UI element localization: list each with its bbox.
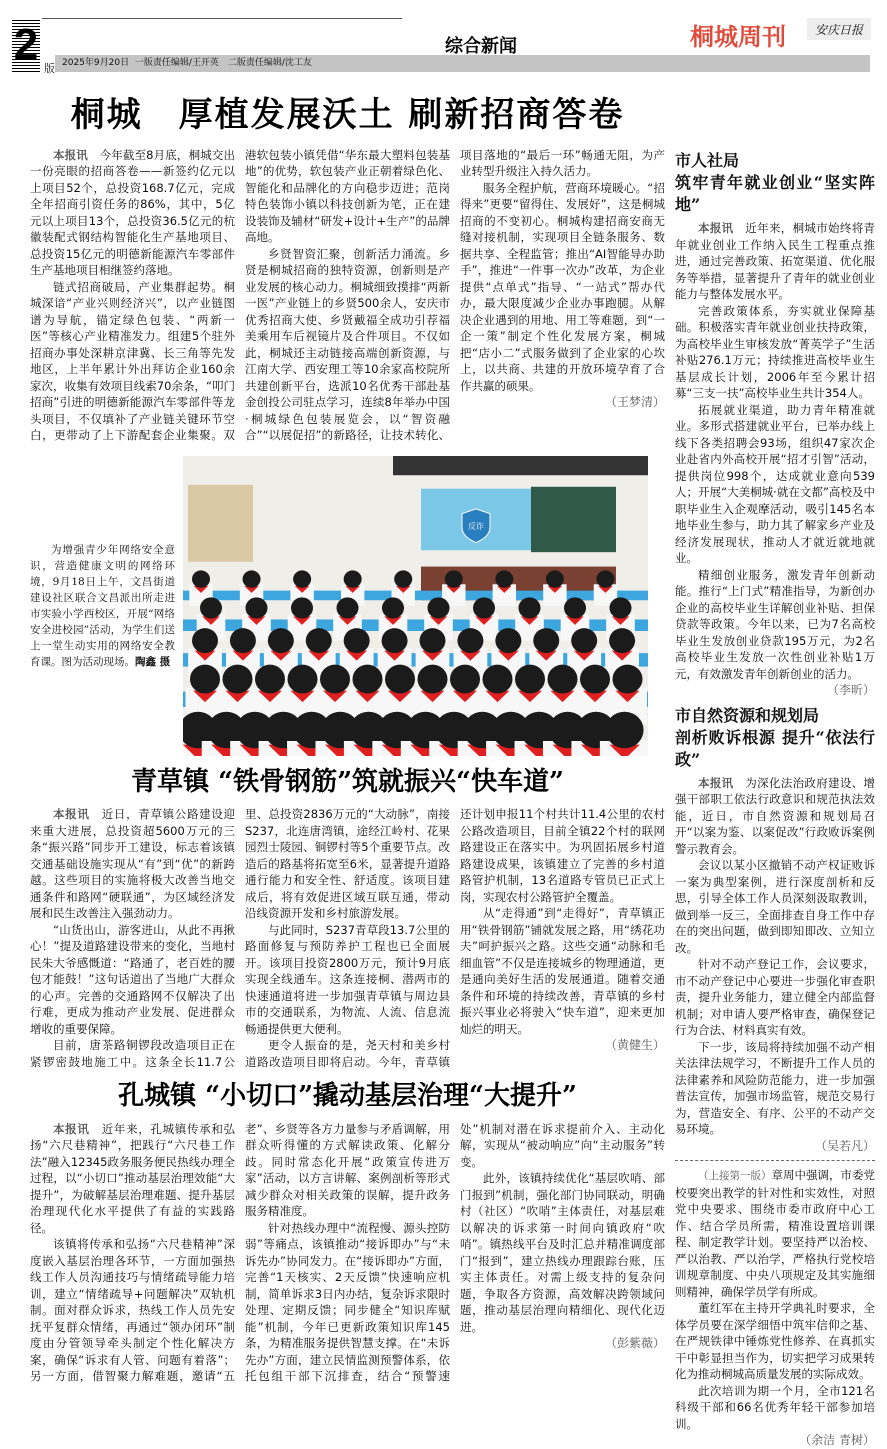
paragraph: 此外，该镇持续优化“基层吹哨、部门报到”机制，强化部门协同联动，明确村（社区）“吹哨”主体责任，对基层难以解决的诉求第一时间向镇政府“吹哨”。镇热线平台及时汇总并精准调度部门“报到”，建立热线办理跟踪台账，压实主体责任。对需上级支持的复杂问题，争取各方资源，高效解决跨领域问题，推动基层治理向精细化、现代化迈进。: [460, 1171, 665, 1334]
paragraph: 下一步，该局将持续加强不动产相关法律法规学习，不断提升工作人员的法律素养和风险防范能力，进一步加强普法宣传，加强市场监管，规范交易行为，营造安全、有序、公平的不动产交易环境。: [675, 1039, 875, 1136]
student-head: [291, 597, 313, 618]
paragraph: 服务全程护航，营商环境暖心。“招得来”更要“留得住、发展好”，这是桐城招商的不变初心。桐城构建招商安商无缝对接机制，实现项目全链条服务、数据共享、全程监管；推出“AI智能导办助手”，推进“一件事一次办”改革，为企业提供“点单式”指导、“一站式”帮办代办，最大限度减少企业办事跑腿。从解决企业遇到的用地、用工等难题，到“一企一策”制定个性化发展方案，桐城把“店小二”式服务做到了企业家的心坎上，以共商、共建的开放环境孕育了合作共赢的硕果。: [460, 180, 665, 393]
student-head: [495, 628, 521, 653]
article3-headline: 孔城镇 “小切口”撬动基层治理“大提升”: [118, 1081, 577, 1111]
byline: （李昕）: [826, 683, 875, 697]
student-head: [385, 664, 415, 693]
article3-body: [30, 1121, 665, 1385]
paragraph: 会议以某小区撤销不动产权证败诉一案为典型案例，进行深度剖析和反思，引导全体工作人员深刻汲取教训，做到举一反三，全面排查自身工作中存在的突出问题，做到即知即改、立知立改。: [675, 858, 875, 955]
student-head: [546, 570, 564, 587]
byline: （彭紫薇）: [604, 1336, 665, 1350]
student-head: [450, 664, 480, 693]
student-head: [445, 570, 463, 587]
continued-label: （上接第一版）: [698, 1170, 772, 1182]
main-news-area: [30, 94, 665, 1385]
paragraph: 该镇将传承和弘扬“六尺巷精神”深度嵌入基层治理各环节，一方面加强热线工作人员沟通技巧与情绪疏导能力培训，建立“情绪疏导+问题解决”双轨机制。面对群众诉求，热线工作人员先安抚平复群众情绪，再通过“领办闭环”制度由分管领导牵头制定个性化解决方案，确保“诉求有人管、问题有着落”；另一方面，借智聚力解难题，邀请“五老”、乡贤等各方力量参与矛盾调解，用群众听得懂的方式解读政策、化解分歧。同时常态化开展“政策宣传进万家”活动，以方言讲解、案例剖析等形式减少群众对相关政策的误解，提升政务服务精准度。: [30, 1121, 450, 1383]
paragraph: 针对热线办理中“流程慢、源头控防弱”等痛点，该镇推动“接诉即办”与“未诉先办”协同发力。在“接诉即办”方面，完善“1天核实、2天反馈”快速响应机制，简单诉求3日内办结，复杂诉求限时处理、定期反馈；同步健全“知识库赋能”机制，今年已更新政策知识库145条，为精准服务提供智慧支撑。在“未诉先办”方面，建立民情监测预警体系，依托包组干部下沉排查，结合“预警速处”机制对潜在诉求提前介入、主动化解，实现从“被动响应”向“主动服务”转变。: [245, 1121, 665, 1383]
student-head: [268, 628, 294, 653]
student-head: [246, 597, 268, 618]
student-head: [483, 664, 513, 693]
paper-logo: 安庆日报: [807, 18, 871, 40]
student-head: [190, 664, 220, 693]
paragraph: 更令人振奋的是，尧天村和美乡村道路改造项目即将启动。今年，青草镇还计划申报11个村共计11.4公里的农村公路改造项目，目前全镇22个村的联网路建设正在落实中。为巩固拓展乡村道路建设成果，该镇建立了完善的乡村道路管护机制，13名道路专管员已正式上岗，实现农村公路管护全覆盖。: [245, 807, 665, 1069]
student-head: [613, 664, 643, 693]
student-head: [320, 664, 350, 693]
right-column: [675, 150, 875, 1449]
student-head: [457, 628, 483, 653]
paragraph: 拓展就业渠道，助力青年精准就业。多形式搭建就业平台，已举办线上线下各类招聘会93场，组织47家次企业赴省内外高校开展“招才引智”活动，提供岗位998个，达成就业意向539人；开展“大美桐城·就在文都”高校及中职毕业生入企观摩活动，吸引145名本地毕业生参与，助力其了解家乡产业及经济发展现状，推动人才就近就地就业。: [675, 402, 875, 565]
student-head: [192, 628, 218, 653]
paragraph: 目前，唐茶路铜锣段改造项目正在紧锣密鼓地施工中。这条全长11.7公里、总投资2836万元的“大动脉”，南接S237，北连唐湾镇，途经江岭村、花果园烈士陵园、铜锣村等5个重要节点。改造后的路基将拓宽至6米，显著提升道路通行能力和安全性、舒适度。该项目建成后，将有效促进区域互联互通，带动沿线资源开发和乡村旅游发展。: [30, 807, 450, 1069]
student-head: [394, 570, 412, 587]
lead-tag: 本报讯: [53, 1121, 90, 1136]
photo-credit: 陶鑫 摄: [135, 655, 171, 668]
lead-tag: 本报讯: [53, 807, 90, 821]
student-head: [337, 597, 359, 618]
student-head: [596, 570, 614, 587]
student-head: [255, 664, 285, 693]
student-head: [606, 711, 644, 748]
screen-sign-text: 反诈: [468, 521, 484, 531]
paragraph: 完善政策体系，夯实就业保障基础。积极落实青年就业创业扶持政策，为高校毕业生审核发放“菁英学子”生活补贴276.1万元；持续推进高校毕业生基层成长计划，2006年至今累计招募“三支一扶”高校毕业生共计354人。: [675, 303, 875, 400]
student-head: [610, 597, 632, 618]
masthead-rule: [42, 18, 402, 19]
edition-number: 2: [12, 18, 40, 72]
article2-body: [30, 806, 665, 1070]
article1-body: [30, 147, 665, 444]
news-photo-classroom: [183, 456, 648, 756]
student-head: [571, 628, 597, 653]
student-head: [580, 664, 610, 693]
paragraph: 本报讯 近年来，桐城市始终将青年就业创业工作纳入民生工程重点推进，通过完善政策、拓宽渠道、优化服务等举措，显著提升了青年的就业创业能力与整体发展水平。: [675, 221, 876, 301]
student-head: [473, 597, 495, 618]
byline: （黄健生）: [604, 1038, 665, 1052]
article1-headline: 桐城 厚植发展沃土 刷新招商答卷: [70, 95, 625, 135]
section-title: 综合新闻: [445, 36, 517, 57]
issue-date: 2025年9月20日: [62, 58, 130, 68]
paragraph: 本报讯 今年截至8月底，桐城交出一份亮眼的招商答卷——新签约亿元以上项目52个，总投资168.7亿元，完成全年招商引资任务的86%，其中，5亿元以上项目13个，总投资36.5亿元的杭徽装配式钢结构智能化生产基地项目、总投资15亿元的明德新能源汽车零部件生产基地项目相继签约落地。: [30, 147, 236, 277]
paragraph: 从“走得通”到“走得好”，青草镇正用“铁骨钢筋”铺就发展之路，用“绣花功夫”呵护振兴之路。这些交通“动脉和毛细血管”不仅是连接城乡的物理通道，更是通向美好生活的发展通道。随着交通条件和环境的持续改善，青草镇的乡村振兴事业必将驶入“快车道”，迎来更加灿烂的明天。: [460, 906, 665, 1036]
paragraph: 精细创业服务，激发青年创新动能。推行“上门式”精准指导，为新创办企业的高校毕业生详解创业补贴、担保贷款等政策。今年以来，已为7名高校毕业生发放创业贷款195万元，为2名高校毕业生发放一次性创业补贴1万元，有效激发青年创新创业的活力。: [675, 567, 875, 681]
paragraph: 此次培训为期一个月，全市121名科级干部和66名优秀年轻干部参加培训。: [675, 1383, 875, 1431]
student-head: [223, 664, 253, 693]
sidebar2-headline: 市自然资源和规划局 剖析败诉根源 提升“依法行政”: [675, 705, 875, 769]
article2-headline: 青草镇 “铁骨钢筋”筑就振兴“快车道”: [131, 766, 564, 797]
student-head: [564, 597, 586, 618]
lead-tag: 本报讯: [53, 147, 88, 162]
student-head: [382, 597, 404, 618]
paragraph: （上接第一版）章周中强调，市委党校要突出教学的针对性和实效性，对照党中央要求、围绕市委市政府中心工作、结合学员所需，精准设置培训课程、制定教学计划。要坚持严以治校、严以治教、严以治学，严格执行党校培训规章制度、中央八项规定及其实施细则精神，确保学员学有所成。: [675, 1168, 875, 1299]
student-head: [293, 570, 311, 587]
student-head: [548, 664, 578, 693]
paragraph: 本报讯 近日，青草镇公路建设迎来重大进展，总投资超5600万元的三条“振兴路”同步开工建设，标志着该镇交通基础设施实现从“有”到“优”的新跨越。这些项目的实施将极大改善当地交通条件和路网“硬联通”，为区域经济发展和民生改善注入强劲动力。: [30, 807, 236, 920]
edition-label: 版: [44, 62, 55, 75]
masthead-date-editors: [62, 58, 312, 69]
student-head: [344, 570, 362, 587]
paragraph: 董红军在主持开学典礼时要求，全体学员要在深学细悟中筑牢信仰之基、在严规铁律中锤炼党性修养、在真抓实干中彰显担当作为，切实把学习成果转化为推动桐城高质量发展的实际成效。: [675, 1301, 875, 1381]
blackboard: [531, 486, 616, 551]
student-head: [495, 570, 513, 587]
student-head: [515, 664, 545, 693]
student-head: [200, 597, 222, 618]
student-head: [609, 628, 635, 653]
paragraph: “山货出山，游客进山，从此不再揪心！”提及道路建设带来的变化，当地村民朱大爷感慨道：“路通了，老百姓的腰包才能鼓！”这句话道出了当地广大群众的心声。完善的交通路网不仅解决了出行难，更成为推动产业发展、促进群众增收的重要保障。: [30, 922, 235, 1036]
editors: 一版责任编辑/王开英 二版责任编辑/沈工友: [134, 58, 312, 68]
weekly-logo: 桐城周刊: [690, 22, 786, 51]
byline: （余洁 青树）: [799, 1433, 875, 1447]
student-head: [418, 664, 448, 693]
paragraph: 针对不动产登记工作，会议要求，市不动产登记中心要进一步强化审查职责，提升业务能力，建立健全内部监督机制；对申请人要严格审查，确保登记行为合法、材料真实有效。: [675, 957, 875, 1037]
byline: （王梦清）: [604, 395, 665, 409]
paragraph: 本报讯 近年来，孔城镇传承和弘扬“六尺巷精神”，把践行“六尺巷工作法”融入12345政务服务便民热线办理全过程，以“小切口”推动基层治理效能“大提升”，为破解基层治理难题、提升基层治理现代化水平提供了有益的实践路径。: [30, 1121, 236, 1235]
student-head: [230, 628, 256, 653]
divider: [675, 1160, 875, 1161]
student-head: [192, 570, 210, 587]
student-head: [353, 664, 383, 693]
student-head: [420, 628, 446, 653]
student-head: [519, 597, 541, 618]
student-head: [344, 628, 370, 653]
paragraph: 链式招商破局，产业集群起势。桐城深谙“产业兴则经济兴”，以产业链图谱为导航，锚定绿色包装、“两新一医”等核心产业精准发力。组建5个驻外招商办事处深耕京津冀、长三角等先发地区，上半年累计外出拜访企业160余家次，收集有效项目线索70余条，“叩门招商”引进的明德新能源汽车零部件等龙头项目，不仅填补了产业链关键环节空白，更带动了上下游配套企业集聚。双港软包装小镇凭借“华东最大塑料包装基地”的优势，软包装产业正朝着绿色化、智能化和品牌化的方向稳步迈进；范岗特色装饰小镇以科技创新为笔，正在建设装饰及辅材“研发+设计+生产”的品牌高地。: [30, 147, 450, 442]
student-head: [382, 628, 408, 653]
student-head: [288, 664, 318, 693]
byline: （吴若凡）: [814, 1138, 875, 1153]
student-head: [243, 570, 261, 587]
curtain: [188, 484, 253, 561]
photo-caption: 为增强青少年网络安全意识，营造健康文明的网络环境，9月18日上午，文昌街道建设社区联合文昌派出所走进市实验小学西校区，开展“网络安全进校园”活动，为学生们送上一堂生动实用的网络安全教育课。图为活动现场。陶鑫 摄: [30, 543, 175, 668]
classroom-photo-illustration: [183, 456, 648, 756]
photo-block: [30, 456, 665, 756]
paragraph: 乡贤智资汇聚，创新活力涌流。乡贤是桐城招商的独特资源，创新则是产业发展的核心动力。桐城细致摸排“两新一医”产业链上的乡贤500余人，安庆市优秀招商大使、乡贤戴福全成功引荐福美乘用车后视镜片及合件项目。不仅如此，桐城还主动链接高端创新资源，与江南大学、西安理工等10余家高校院所共建创新平台，选派10名优秀干部赴基金创投公司驻点学习，连续8年举办中国·桐城绿色包装展览会，以“智资融合”“以展促招”的新路径，让技术转化、项目落地的“最后一环”畅通无阻，为产业转型升级注入持久活力。: [245, 147, 665, 442]
paragraph: 本报讯 为深化法治政府建设、增强干部职工依法行政意识和规范执法效能，近日，市自然资源和规划局召开“以案为鉴、以案促改”行政败诉案例警示教育会。: [675, 775, 876, 856]
student-head: [428, 597, 450, 618]
student-head: [306, 628, 332, 653]
paragraph: 与此同时，S237青草段13.7公里的路面修复与预防养护工程也已全面展开。该项目投资2800万元，预计9月底实现全线通车。这条连接桐、潜两市的快速通道将进一步加强青草镇与周边县市的交通联系，为物流、人流、信息流畅通提供更大便利。: [245, 922, 450, 1036]
sidebar1-headline: 市人社局 筑牢青年就业创业“坚实阵地”: [675, 151, 875, 214]
student-head: [533, 628, 559, 653]
